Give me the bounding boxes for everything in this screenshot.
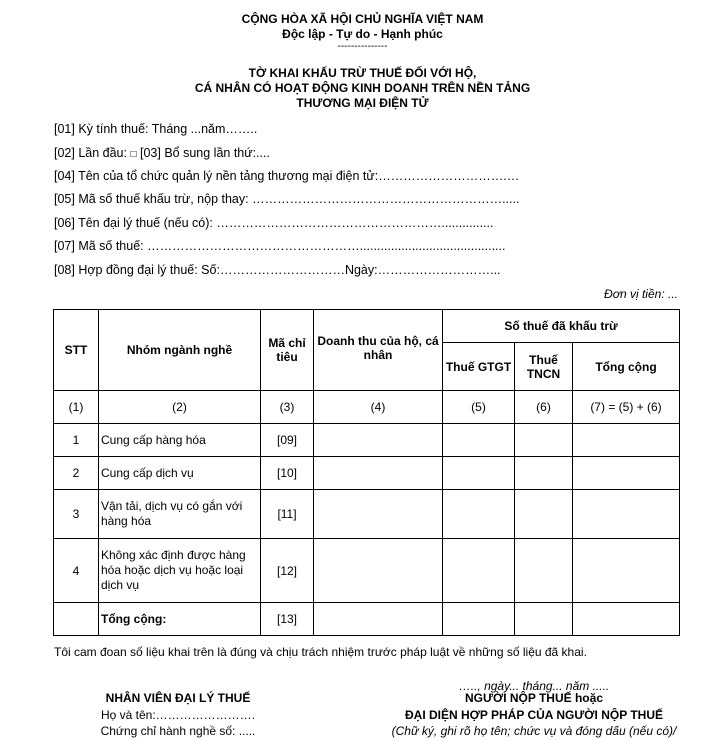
- payer-signature-note: (Chữ ký, ghi rõ họ tên; chức vụ và đóng dấu (nếu có)/: [391, 724, 677, 738]
- total-input-cell[interactable]: [573, 424, 680, 457]
- vat-input-cell[interactable]: [443, 490, 515, 539]
- withholding-table: [53, 309, 680, 636]
- field-tax-period: [01] Kỳ tính thuế: Tháng ...năm……..: [54, 122, 258, 136]
- total-row: [54, 603, 680, 636]
- table-row: [54, 424, 680, 457]
- form-title-line1: TỜ KHAI KHẤU TRỪ THUẾ ĐỐI VỚI HỘ,: [248, 66, 477, 80]
- field-agent-contract: [08] Hợp đồng đại lý thuế: Số:…………………………Ngày:………………………...: [54, 263, 501, 277]
- declaration: Tôi cam đoan số liệu khai trên là đúng và chịu trách nhiệm trước pháp luật về những số liệu đã khai.: [54, 645, 587, 659]
- form-title-line3: THƯƠNG MẠI ĐIỆN TỬ: [296, 96, 429, 110]
- first-time-checkbox[interactable]: □: [130, 149, 137, 160]
- row-group: Cung cấp hàng hóa: [99, 424, 261, 457]
- date-line: ….., ngày... tháng... năm .....: [458, 679, 610, 693]
- pit-input-cell[interactable]: [515, 490, 573, 539]
- form-title-line2: CÁ NHÂN CÓ HOẠT ĐỘNG KINH DOANH TRÊN NỀN TẢNG: [194, 81, 531, 95]
- field-tax-id: [07] Mã số thuế: ……………………………………………..........................................: [54, 239, 506, 253]
- vat-input-cell[interactable]: [443, 457, 515, 490]
- field-platform-name: [04] Tên của tổ chức quản lý nền tảng thương mại điện tử:………………………….…: [54, 169, 520, 183]
- field-supplement-label: [03] Bổ sung lần thứ:....: [140, 146, 270, 160]
- row-code: [12]: [261, 539, 314, 603]
- agent-certificate: Chứng chỉ hành nghề số: .....: [100, 724, 256, 738]
- index-cell: (7) = (5) + (6): [573, 391, 680, 424]
- total-input-cell[interactable]: [573, 490, 680, 539]
- row-code: [11]: [261, 490, 314, 539]
- index-cell: (6): [515, 391, 573, 424]
- revenue-input-cell[interactable]: [314, 424, 443, 457]
- row-stt: 4: [54, 539, 99, 603]
- index-cell: (3): [261, 391, 314, 424]
- pit-input-cell[interactable]: [515, 539, 573, 603]
- row-group: Vận tải, dịch vụ có gắn với hàng hóa: [99, 490, 261, 539]
- header-total: Tổng cộng: [573, 343, 680, 391]
- total-row-stt: [54, 603, 99, 636]
- header-pit: Thuế TNCN: [515, 343, 573, 391]
- index-cell: (4): [314, 391, 443, 424]
- revenue-input-cell[interactable]: [314, 539, 443, 603]
- index-cell: (5): [443, 391, 515, 424]
- row-code: [09]: [261, 424, 314, 457]
- payer-title: NGƯỜI NỘP THUẾ hoặc: [465, 691, 603, 705]
- pit-input-cell[interactable]: [515, 457, 573, 490]
- index-cell: (1): [54, 391, 99, 424]
- agent-title: NHÂN VIÊN ĐẠI LÝ THUẾ: [105, 691, 251, 705]
- row-group: Không xác định được hàng hóa hoặc dịch vụ hoặc loại dịch vụ: [99, 539, 261, 603]
- revenue-total-cell[interactable]: [314, 603, 443, 636]
- field-first-time-label: [02] Lần đầu:: [54, 146, 127, 160]
- row-stt: 1: [54, 424, 99, 457]
- revenue-input-cell[interactable]: [314, 490, 443, 539]
- payer-representative: ĐẠI DIỆN HỢP PHÁP CỦA NGƯỜI NỘP THUẾ: [404, 708, 664, 722]
- total-row-label: Tổng cộng:: [99, 603, 261, 636]
- field-withholding-tax-id: [05] Mã số thuế khấu trừ, nộp thay: …………………………………………………….....: [54, 192, 520, 206]
- header-stt: STT: [54, 310, 99, 391]
- motto: Độc lập - Tự do - Hạnh phúc: [282, 27, 443, 41]
- row-stt: 3: [54, 490, 99, 539]
- field-tax-agent-name: [06] Tên đại lý thuế (nếu có): ………………………………………………...............: [54, 216, 494, 230]
- row-stt: 2: [54, 457, 99, 490]
- header-divider: ---------------: [337, 41, 388, 52]
- currency-unit: Đơn vị tiền: ...: [604, 287, 678, 301]
- vat-input-cell[interactable]: [443, 539, 515, 603]
- table-row: [54, 457, 680, 490]
- pit-total-cell[interactable]: [515, 603, 573, 636]
- table-row: [54, 539, 680, 603]
- header-withheld: Số thuế đã khấu trừ: [443, 310, 680, 343]
- header-vat: Thuế GTGT: [443, 343, 515, 391]
- total-input-cell[interactable]: [573, 539, 680, 603]
- row-code: [10]: [261, 457, 314, 490]
- index-cell: (2): [99, 391, 261, 424]
- header-group: Nhóm ngành nghề: [99, 310, 261, 391]
- agent-name: Họ và tên:…………………….: [100, 708, 256, 722]
- revenue-input-cell[interactable]: [314, 457, 443, 490]
- header-code: Mã chỉ tiêu: [261, 310, 314, 391]
- header-revenue: Doanh thu của hộ, cá nhân: [314, 310, 443, 391]
- field-first-time: [54, 146, 270, 160]
- pit-input-cell[interactable]: [515, 424, 573, 457]
- total-input-cell[interactable]: [573, 457, 680, 490]
- nation-heading: CỘNG HÒA XÃ HỘI CHỦ NGHĨA VIỆT NAM: [241, 12, 484, 26]
- total-row-code: [13]: [261, 603, 314, 636]
- row-group: Cung cấp dịch vụ: [99, 457, 261, 490]
- vat-input-cell[interactable]: [443, 424, 515, 457]
- vat-total-cell[interactable]: [443, 603, 515, 636]
- grand-total-cell[interactable]: [573, 603, 680, 636]
- table-row: [54, 490, 680, 539]
